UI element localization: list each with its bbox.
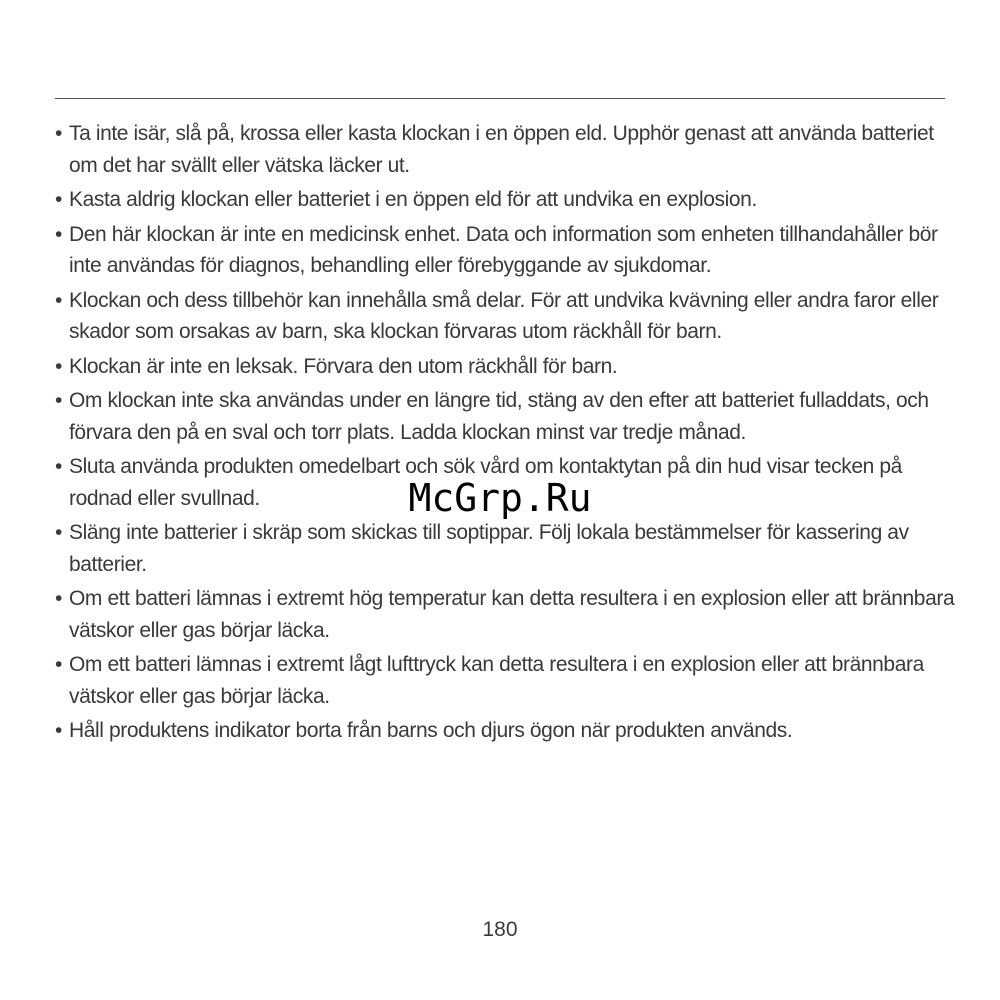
list-item-text: Om ett batteri lämnas i extremt hög temperatur kan detta resultera i en explosion eller att brännbara vätskor eller gas börjar läcka. xyxy=(69,587,955,642)
list-item xyxy=(55,351,955,383)
list-item-text: Håll produktens indikator borta från barns och djurs ögon när produkten används. xyxy=(69,719,793,742)
bullet-icon: • xyxy=(55,222,62,246)
safety-bullet-list xyxy=(55,118,955,750)
list-item-text: Klockan och dess tillbehör kan innehålla små delar. För att undvika kvävning eller andra faror eller skador som orsakas av barn, ska klockan förvaras utom räckhåll för barn. xyxy=(69,288,939,343)
bullet-icon: • xyxy=(55,389,62,412)
list-item-text: Ta inte isär, slå på, krossa eller kasta klockan i en öppen eld. Upphör genast att använda batteriet om det har svällt eller vätska läcker ut. xyxy=(69,122,934,177)
bullet-icon: • xyxy=(55,188,62,211)
list-item xyxy=(55,184,955,216)
list-item-text: Klockan är inte en leksak. Förvara den utom räckhåll för barn. xyxy=(69,354,618,378)
list-item xyxy=(55,385,955,448)
bullet-icon: • xyxy=(55,354,62,378)
bullet-icon: • xyxy=(55,587,62,610)
page-number: 180 xyxy=(482,918,518,941)
bullet-icon: • xyxy=(55,288,62,312)
list-item-text: Om ett batteri lämnas i extremt lågt lufttryck kan detta resultera i en explosion eller att brännbara vätskor eller gas börjar läcka. xyxy=(69,653,924,708)
list-item xyxy=(55,583,955,646)
list-item-text: Om klockan inte ska användas under en längre tid, stäng av den efter att batteriet fulladdats, och förvara den på en sval och torr plats. Ladda klockan minst var tredje månad. xyxy=(69,389,929,444)
list-item-text: Släng inte batterier i skräp som skickas till soptippar. Följ lokala bestämmelser för kassering av batterier. xyxy=(69,521,909,576)
list-item xyxy=(55,517,955,580)
list-item xyxy=(55,649,955,712)
bullet-icon: • xyxy=(55,521,62,544)
list-item xyxy=(55,219,955,282)
top-divider xyxy=(55,98,945,99)
bullet-icon: • xyxy=(55,122,62,145)
watermark: McGrp.Ru xyxy=(408,476,592,520)
list-item xyxy=(55,715,955,747)
list-item-text: Den här klockan är inte en medicinsk enhet. Data och information som enheten tillhandahåller bör inte användas för diagnos, behandling eller förebyggande av sjukdomar. xyxy=(69,222,938,277)
bullet-icon: • xyxy=(55,653,62,676)
bullet-icon: • xyxy=(55,719,62,742)
list-item-text: Kasta aldrig klockan eller batteriet i en öppen eld för att undvika en explosion. xyxy=(69,188,757,211)
list-item xyxy=(55,285,955,348)
bullet-icon: • xyxy=(55,455,62,478)
list-item xyxy=(55,451,955,514)
list-item-text: Sluta använda produkten omedelbart och sök vård om kontaktytan på din hud visar tecken på rodnad eller svullnad. xyxy=(69,455,902,510)
list-item xyxy=(55,118,955,181)
